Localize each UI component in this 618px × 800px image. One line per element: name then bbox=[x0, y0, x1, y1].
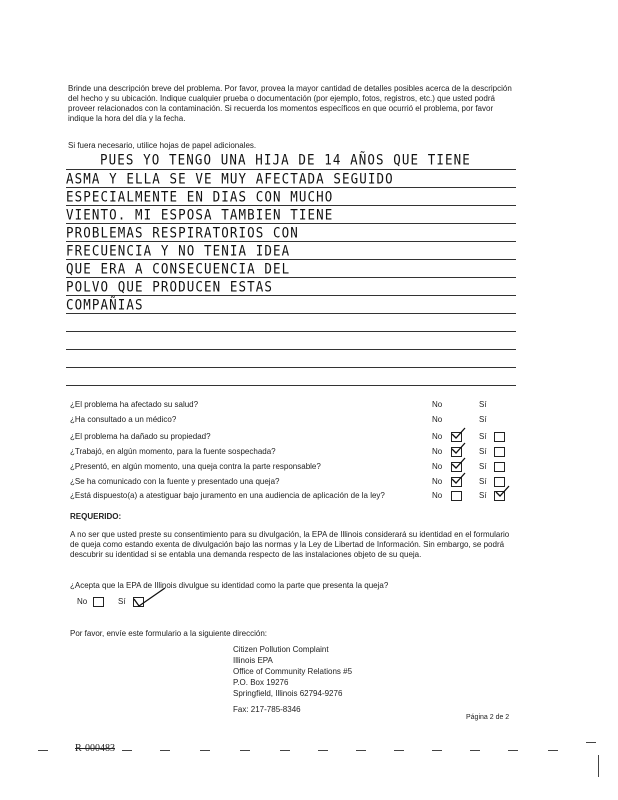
answer-si-label: Sí bbox=[479, 491, 487, 500]
required-heading: REQUERIDO: bbox=[70, 512, 122, 521]
divider bbox=[470, 750, 480, 751]
answer-si-label: Sí bbox=[479, 447, 487, 456]
question-testify: ¿Está dispuesto(a) a atestiguar bajo juramento en una audiencia de aplicación de la ley? bbox=[70, 491, 385, 500]
divider bbox=[122, 750, 132, 751]
address-line: Springfield, Illinois 62794-9276 bbox=[233, 689, 343, 698]
answer-no-label: No bbox=[432, 415, 443, 424]
divider bbox=[38, 750, 48, 751]
answer-si-label: Sí bbox=[479, 415, 487, 424]
page-number: Página 2 de 2 bbox=[466, 714, 510, 721]
question-complaint-party: ¿Presentó, en algún momento, una queja contra la parte responsable? bbox=[70, 462, 321, 471]
required-paragraph: A no ser que usted preste su consentimiento para su divulgación, la EPA de Illinois considerará su identidad en el formulario de queja como estando exenta de divulgación bajo las normas y la Ley de Libertad de Información. Sin embargo, se podrá descubrir su identidad si se entabla una demanda respecto de las instalaciones objeto de su queja. bbox=[70, 530, 510, 559]
divider bbox=[394, 750, 404, 751]
handwritten-line: COMPAÑIAS bbox=[66, 295, 144, 313]
checkmark-icon bbox=[450, 472, 466, 484]
ruled-line bbox=[66, 385, 516, 386]
answer-si-checkbox[interactable] bbox=[494, 462, 505, 472]
handwritten-line: VIENTO. MI ESPOSA TAMBIEN TIENE bbox=[66, 205, 334, 223]
answer-si-label: Sí bbox=[479, 400, 487, 409]
address-line: Citizen Pollution Complaint bbox=[233, 645, 329, 654]
divider bbox=[160, 750, 170, 751]
question-doctor: ¿Ha consultado a un médico? bbox=[70, 415, 177, 424]
answer-no-label: No bbox=[432, 400, 443, 409]
divider bbox=[280, 750, 290, 751]
ruled-line bbox=[66, 313, 516, 314]
divider bbox=[508, 750, 518, 751]
answer-no-checkbox[interactable] bbox=[451, 491, 462, 501]
handwritten-line: FRECUENCIA Y NO TENIA IDEA bbox=[66, 241, 291, 259]
intro-paragraph: Brinde una descripción breve del problema. Por favor, provea la mayor cantidad de detalles posibles acerca de la descripción del hecho y su ubicación. Indique cualquier prueba o documentación (por ejemplo, fotos, registros, etc.) que usted podrá proveer relacionados con la contaminación. Si recuerda los momentos específicos en que ocurrió el problema, por favor indique la hora del día y la fecha. bbox=[68, 84, 512, 123]
question-health: ¿El problema ha afectado su salud? bbox=[70, 400, 199, 409]
ruled-line bbox=[66, 349, 516, 350]
answer-no-label: No bbox=[432, 491, 443, 500]
answer-si-checkbox[interactable] bbox=[494, 447, 505, 457]
answer-no-label: No bbox=[432, 477, 443, 486]
consent-no-label: No bbox=[77, 597, 88, 606]
answer-si-checkbox[interactable] bbox=[494, 432, 505, 442]
consent-question: ¿Acepta que la EPA de Illinois divulgue su identidad como la parte que presenta la queja? bbox=[70, 581, 389, 590]
divider bbox=[240, 750, 250, 751]
extra-sheets-note: Si fuera necesario, utilice hojas de papel adicionales. bbox=[68, 141, 257, 150]
checkmark-icon bbox=[494, 485, 510, 497]
handwritten-line: POLVO QUE PRODUCEN ESTAS bbox=[66, 277, 274, 295]
answer-si-label: Sí bbox=[479, 462, 487, 471]
scan-edge-line bbox=[598, 755, 599, 777]
question-worked-source: ¿Trabajó, en algún momento, para la fuente sospechada? bbox=[70, 447, 276, 456]
answer-no-label: No bbox=[432, 447, 443, 456]
bates-number: R-000483 bbox=[75, 743, 115, 754]
consent-no-checkbox[interactable] bbox=[93, 597, 104, 607]
divider bbox=[356, 750, 366, 751]
handwritten-line: ASMA Y ELLA SE VE MUY AFECTADA SEGUIDO bbox=[66, 169, 394, 187]
ruled-line bbox=[66, 331, 516, 332]
answer-si-label: Sí bbox=[479, 432, 487, 441]
address-line: Illinois EPA bbox=[233, 656, 273, 665]
address-line: Office of Community Relations #5 bbox=[233, 667, 353, 676]
handwritten-line: PROBLEMAS RESPIRATORIOS CON bbox=[66, 223, 299, 241]
answer-no-label: No bbox=[432, 432, 443, 441]
answer-si-label: Sí bbox=[479, 477, 487, 486]
divider bbox=[548, 750, 558, 751]
divider bbox=[586, 742, 596, 743]
answer-no-label: No bbox=[432, 462, 443, 471]
handwritten-line: ESPECIALMENTE EN DIAS CON MUCHO bbox=[66, 187, 334, 205]
checkmark-icon bbox=[450, 442, 466, 454]
checkmark-icon bbox=[450, 457, 466, 469]
consent-si-label: Sí bbox=[118, 597, 126, 606]
checkmark-icon bbox=[450, 427, 466, 439]
address-line: P.O. Box 19276 bbox=[233, 678, 289, 687]
divider bbox=[200, 750, 210, 751]
question-contacted-source: ¿Se ha comunicado con la fuente y presentado una queja? bbox=[70, 477, 280, 486]
divider bbox=[432, 750, 442, 751]
fax-number: Fax: 217-785-8346 bbox=[233, 705, 301, 714]
send-instruction: Por favor, envíe este formulario a la siguiente dirección: bbox=[70, 629, 267, 638]
divider bbox=[318, 750, 328, 751]
handwritten-line: PUES YO TENGO UNA HIJA DE 14 AÑOS QUE TIENE bbox=[100, 150, 471, 168]
checkmark-icon bbox=[132, 586, 168, 608]
ruled-line bbox=[66, 367, 516, 368]
handwritten-line: QUE ERA A CONSECUENCIA DEL bbox=[66, 259, 291, 277]
question-property: ¿El problema ha dañado su propiedad? bbox=[70, 432, 211, 441]
